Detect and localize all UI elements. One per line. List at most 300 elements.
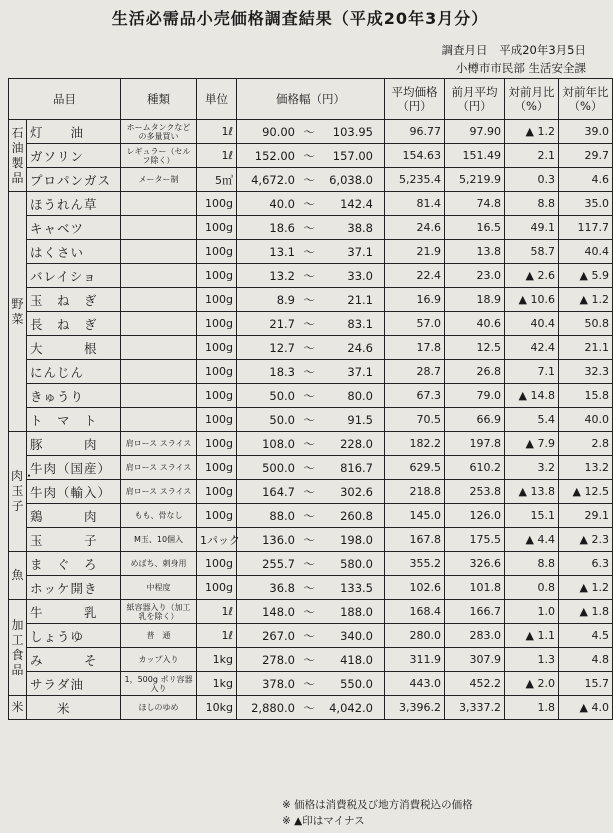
price-range (237, 576, 385, 600)
price-low: 108.0 (262, 436, 295, 451)
table-row (9, 120, 613, 144)
year-over-year: 2.8 (559, 432, 613, 456)
year-over-year: ▲ 2.3 (559, 528, 613, 552)
average-price: 102.6 (385, 576, 445, 600)
table-row (9, 528, 613, 552)
average-price: 70.5 (385, 408, 445, 432)
range-separator: ～ (303, 388, 315, 403)
price-range (237, 528, 385, 552)
item-unit: 1kg (197, 672, 237, 696)
year-over-year: 4.8 (559, 648, 613, 672)
year-over-year: 15.7 (559, 672, 613, 696)
average-price: 5,235.4 (385, 168, 445, 192)
year-over-year: 15.8 (559, 384, 613, 408)
month-over-month: 0.8 (505, 576, 559, 600)
item-name: 大 根 (27, 336, 121, 360)
month-over-month: 1.0 (505, 600, 559, 624)
item-name: プロパンガス (27, 168, 121, 192)
previous-month-average: 26.8 (445, 360, 505, 384)
previous-month-average: 18.9 (445, 288, 505, 312)
range-separator: ～ (303, 652, 315, 667)
table-row (9, 168, 613, 192)
price-high: 103.95 (332, 124, 373, 139)
month-over-month: 8.8 (505, 192, 559, 216)
price-high: 91.5 (347, 412, 373, 427)
item-unit: 10kg (197, 696, 237, 720)
price-range (237, 120, 385, 144)
month-over-month: ▲ 13.8 (505, 480, 559, 504)
previous-month-average: 166.7 (445, 600, 505, 624)
category-cell: 石油製品 (9, 120, 27, 192)
item-type (121, 216, 197, 240)
price-range (237, 480, 385, 504)
price-low: 164.7 (262, 484, 295, 499)
price-range (237, 168, 385, 192)
price-range (237, 336, 385, 360)
month-over-month: ▲ 2.0 (505, 672, 559, 696)
previous-month-average: 151.49 (445, 144, 505, 168)
table-row (9, 456, 613, 480)
year-over-year: 4.5 (559, 624, 613, 648)
category-cell: 肉・玉子 (9, 432, 27, 552)
item-unit: 100g (197, 264, 237, 288)
range-separator: ～ (303, 124, 315, 139)
table-row (9, 144, 613, 168)
average-price: 21.9 (385, 240, 445, 264)
item-name: 牛肉（国産） (27, 456, 121, 480)
month-over-month: 1.3 (505, 648, 559, 672)
previous-month-average: 12.5 (445, 336, 505, 360)
table-row (9, 384, 613, 408)
item-type (121, 240, 197, 264)
item-type (121, 384, 197, 408)
price-high: 21.1 (347, 292, 373, 307)
item-type: M玉、10個入 (121, 528, 197, 552)
month-over-month: 2.1 (505, 144, 559, 168)
year-over-year: 40.4 (559, 240, 613, 264)
item-type: レギュラー（セルフ除く） (121, 144, 197, 168)
price-low: 36.8 (269, 580, 295, 595)
item-unit: 1ℓ (197, 600, 237, 624)
survey-date-label: 調査月日 (441, 43, 488, 57)
price-low: 13.2 (269, 268, 295, 283)
table-row (9, 360, 613, 384)
average-price: 16.9 (385, 288, 445, 312)
year-over-year: 21.1 (559, 336, 613, 360)
average-price: 3,396.2 (385, 696, 445, 720)
price-high: 33.0 (347, 268, 373, 283)
table-row (9, 408, 613, 432)
month-over-month: 5.4 (505, 408, 559, 432)
price-range (237, 624, 385, 648)
price-high: 816.7 (340, 460, 373, 475)
category-cell: 野菜 (9, 192, 27, 432)
year-over-year: 29.1 (559, 504, 613, 528)
average-price: 154.63 (385, 144, 445, 168)
price-range (237, 312, 385, 336)
item-unit: 1ℓ (197, 624, 237, 648)
header-type: 種類 (121, 79, 197, 120)
average-price: 443.0 (385, 672, 445, 696)
survey-date: 平成20年3月5日 (499, 43, 586, 57)
price-high: 83.1 (347, 316, 373, 331)
year-over-year: 117.7 (559, 216, 613, 240)
price-low: 4,672.0 (251, 172, 295, 187)
item-name: しょうゆ (27, 624, 121, 648)
month-over-month: ▲ 1.1 (505, 624, 559, 648)
month-over-month: 58.7 (505, 240, 559, 264)
item-type: ほしのゆめ (121, 696, 197, 720)
average-price: 145.0 (385, 504, 445, 528)
item-type: もも、骨なし (121, 504, 197, 528)
item-name: 玉 子 (27, 528, 121, 552)
month-over-month: 0.3 (505, 168, 559, 192)
price-low: 136.0 (262, 532, 295, 547)
price-high: 37.1 (347, 244, 373, 259)
previous-month-average: 326.6 (445, 552, 505, 576)
price-range (237, 432, 385, 456)
item-type (121, 408, 197, 432)
header-avg: 平均価格（円） (385, 79, 445, 120)
year-over-year: ▲ 12.5 (559, 480, 613, 504)
table-row (9, 336, 613, 360)
range-separator: ～ (303, 460, 315, 475)
price-high: 80.0 (347, 388, 373, 403)
table-row (9, 480, 613, 504)
price-high: 4,042.0 (329, 700, 373, 715)
item-unit: 100g (197, 360, 237, 384)
item-unit: 1ℓ (197, 144, 237, 168)
price-range (237, 216, 385, 240)
item-name: キャベツ (27, 216, 121, 240)
average-price: 57.0 (385, 312, 445, 336)
price-high: 38.8 (347, 220, 373, 235)
table-row (9, 264, 613, 288)
item-type: 肩ロース スライス (121, 456, 197, 480)
month-over-month: ▲ 1.2 (505, 120, 559, 144)
year-over-year: 32.3 (559, 360, 613, 384)
price-high: 198.0 (340, 532, 373, 547)
item-name: ま ぐ ろ (27, 552, 121, 576)
year-over-year: 39.0 (559, 120, 613, 144)
month-over-month: ▲ 2.6 (505, 264, 559, 288)
average-price: 629.5 (385, 456, 445, 480)
previous-month-average: 16.5 (445, 216, 505, 240)
header-mom: 対前月比（%） (505, 79, 559, 120)
price-low: 378.0 (262, 676, 295, 691)
price-range (237, 264, 385, 288)
price-high: 340.0 (340, 628, 373, 643)
previous-month-average: 175.5 (445, 528, 505, 552)
item-unit: 100g (197, 192, 237, 216)
previous-month-average: 66.9 (445, 408, 505, 432)
item-name: 灯 油 (27, 120, 121, 144)
range-separator: ～ (303, 556, 315, 571)
year-over-year: ▲ 1.2 (559, 576, 613, 600)
price-low: 267.0 (262, 628, 295, 643)
previous-month-average: 74.8 (445, 192, 505, 216)
range-separator: ～ (303, 268, 315, 283)
item-name: はくさい (27, 240, 121, 264)
table-row (9, 240, 613, 264)
year-over-year: 50.8 (559, 312, 613, 336)
previous-month-average: 101.8 (445, 576, 505, 600)
table-row (9, 216, 613, 240)
item-unit: 100g (197, 384, 237, 408)
item-type: 肩ロース スライス (121, 432, 197, 456)
item-type: めばち、刺身用 (121, 552, 197, 576)
item-name: バレイショ (27, 264, 121, 288)
item-name: ほうれん草 (27, 192, 121, 216)
table-row (9, 648, 613, 672)
previous-month-average: 79.0 (445, 384, 505, 408)
price-low: 50.0 (269, 388, 295, 403)
item-name: 鶏 肉 (27, 504, 121, 528)
item-unit: 100g (197, 216, 237, 240)
price-range (237, 192, 385, 216)
price-low: 278.0 (262, 652, 295, 667)
previous-month-average: 5,219.9 (445, 168, 505, 192)
table-row (9, 600, 613, 624)
price-high: 157.00 (332, 148, 373, 163)
item-unit: 100g (197, 336, 237, 360)
price-low: 18.6 (269, 220, 295, 235)
month-over-month: ▲ 14.8 (505, 384, 559, 408)
average-price: 81.4 (385, 192, 445, 216)
item-unit: 100g (197, 432, 237, 456)
price-low: 13.1 (269, 244, 295, 259)
table-row (9, 504, 613, 528)
average-price: 182.2 (385, 432, 445, 456)
header-prev: 前月平均（円） (445, 79, 505, 120)
average-price: 167.8 (385, 528, 445, 552)
range-separator: ～ (303, 148, 315, 163)
previous-month-average: 197.8 (445, 432, 505, 456)
average-price: 17.8 (385, 336, 445, 360)
month-over-month: 40.4 (505, 312, 559, 336)
previous-month-average: 23.0 (445, 264, 505, 288)
month-over-month: 49.1 (505, 216, 559, 240)
year-over-year: ▲ 4.0 (559, 696, 613, 720)
year-over-year: ▲ 5.9 (559, 264, 613, 288)
item-type (121, 312, 197, 336)
item-unit: 100g (197, 480, 237, 504)
price-range (237, 288, 385, 312)
month-over-month: 3.2 (505, 456, 559, 480)
category-cell: 米 (9, 696, 27, 720)
item-name: み そ (27, 648, 121, 672)
previous-month-average: 3,337.2 (445, 696, 505, 720)
year-over-year: 6.3 (559, 552, 613, 576)
previous-month-average: 40.6 (445, 312, 505, 336)
category-cell: 加工食品 (9, 600, 27, 696)
price-high: 418.0 (340, 652, 373, 667)
price-high: 133.5 (340, 580, 373, 595)
table-row (9, 432, 613, 456)
item-unit: 100g (197, 312, 237, 336)
range-separator: ～ (303, 484, 315, 499)
item-name: 豚 肉 (27, 432, 121, 456)
price-range (237, 672, 385, 696)
item-unit: 100g (197, 504, 237, 528)
item-name: 長 ね ぎ (27, 312, 121, 336)
item-unit: 100g (197, 408, 237, 432)
header-range: 価格幅（円） (237, 79, 385, 120)
item-name: 牛肉（輸入） (27, 480, 121, 504)
average-price: 96.77 (385, 120, 445, 144)
price-range (237, 600, 385, 624)
price-low: 18.3 (269, 364, 295, 379)
price-high: 37.1 (347, 364, 373, 379)
average-price: 28.7 (385, 360, 445, 384)
price-low: 255.7 (262, 556, 295, 571)
price-range (237, 504, 385, 528)
price-low: 12.7 (269, 340, 295, 355)
item-type: 中程度 (121, 576, 197, 600)
price-high: 580.0 (340, 556, 373, 571)
year-over-year: 40.0 (559, 408, 613, 432)
note-tax: ※ 価格は消費税及び地方消費税込の価格 (282, 799, 473, 811)
previous-month-average: 13.8 (445, 240, 505, 264)
header-yoy: 対前年比（%） (559, 79, 613, 120)
price-high: 6,038.0 (329, 172, 373, 187)
range-separator: ～ (303, 436, 315, 451)
item-name: サラダ油 (27, 672, 121, 696)
previous-month-average: 126.0 (445, 504, 505, 528)
item-name: 玉 ね ぎ (27, 288, 121, 312)
range-separator: ～ (303, 364, 315, 379)
note-minus: ※ ▲印はマイナス (282, 815, 365, 827)
range-separator: ～ (303, 316, 315, 331)
item-type: ホームタンクなどの多量買い (121, 120, 197, 144)
previous-month-average: 452.2 (445, 672, 505, 696)
table-row (9, 552, 613, 576)
year-over-year: 35.0 (559, 192, 613, 216)
average-price: 67.3 (385, 384, 445, 408)
table-row (9, 696, 613, 720)
range-separator: ～ (303, 604, 315, 619)
previous-month-average: 610.2 (445, 456, 505, 480)
price-low: 500.0 (262, 460, 295, 475)
price-low: 152.00 (254, 148, 295, 163)
price-high: 24.6 (347, 340, 373, 355)
range-separator: ～ (303, 292, 315, 307)
price-range (237, 240, 385, 264)
survey-date-line (434, 42, 586, 58)
price-high: 260.8 (340, 508, 373, 523)
table-row (9, 624, 613, 648)
year-over-year: ▲ 1.8 (559, 600, 613, 624)
range-separator: ～ (303, 700, 315, 715)
item-unit: 100g (197, 576, 237, 600)
average-price: 280.0 (385, 624, 445, 648)
table-row (9, 288, 613, 312)
item-type: メーター制 (121, 168, 197, 192)
table-row (9, 576, 613, 600)
item-unit: 100g (197, 288, 237, 312)
month-over-month: 8.8 (505, 552, 559, 576)
item-name: 牛 乳 (27, 600, 121, 624)
department: 小樽市市民部 生活安全課 (455, 61, 586, 75)
month-over-month: ▲ 7.9 (505, 432, 559, 456)
price-high: 302.6 (340, 484, 373, 499)
item-type (121, 192, 197, 216)
range-separator: ～ (303, 580, 315, 595)
item-type (121, 288, 197, 312)
price-range (237, 648, 385, 672)
range-separator: ～ (303, 196, 315, 211)
average-price: 168.4 (385, 600, 445, 624)
item-unit: 100g (197, 240, 237, 264)
item-name: ガソリン (27, 144, 121, 168)
year-over-year: ▲ 1.2 (559, 288, 613, 312)
price-high: 142.4 (340, 196, 373, 211)
range-separator: ～ (303, 172, 315, 187)
month-over-month: 7.1 (505, 360, 559, 384)
price-high: 550.0 (340, 676, 373, 691)
item-type (121, 336, 197, 360)
item-type: 紙容器入り（加工乳を除く） (121, 600, 197, 624)
price-low: 50.0 (269, 412, 295, 427)
average-price: 218.8 (385, 480, 445, 504)
average-price: 22.4 (385, 264, 445, 288)
price-low: 2,880.0 (251, 700, 295, 715)
price-low: 148.0 (262, 604, 295, 619)
year-over-year: 13.2 (559, 456, 613, 480)
range-separator: ～ (303, 676, 315, 691)
price-range (237, 360, 385, 384)
average-price: 311.9 (385, 648, 445, 672)
previous-month-average: 97.90 (445, 120, 505, 144)
month-over-month: 42.4 (505, 336, 559, 360)
item-type (121, 360, 197, 384)
previous-month-average: 283.0 (445, 624, 505, 648)
range-separator: ～ (303, 628, 315, 643)
price-low: 90.00 (262, 124, 295, 139)
price-range (237, 408, 385, 432)
item-unit: 1kg (197, 648, 237, 672)
item-name: にんじん (27, 360, 121, 384)
price-range (237, 696, 385, 720)
item-type: 肩ロース スライス (121, 480, 197, 504)
item-type (121, 264, 197, 288)
item-name: 米 (27, 696, 121, 720)
price-range (237, 384, 385, 408)
header-item: 品目 (9, 79, 121, 120)
price-table (8, 78, 613, 720)
month-over-month: 1.8 (505, 696, 559, 720)
year-over-year: 4.6 (559, 168, 613, 192)
item-name: きゅうり (27, 384, 121, 408)
month-over-month: ▲ 10.6 (505, 288, 559, 312)
previous-month-average: 253.8 (445, 480, 505, 504)
price-low: 40.0 (269, 196, 295, 211)
range-separator: ～ (303, 412, 315, 427)
price-low: 8.9 (276, 292, 295, 307)
item-name: ホッケ開き (27, 576, 121, 600)
item-type: 普 通 (121, 624, 197, 648)
table-row (9, 672, 613, 696)
item-unit: 1パック (197, 528, 237, 552)
header-row (9, 79, 613, 120)
price-low: 21.7 (269, 316, 295, 331)
price-high: 228.0 (340, 436, 373, 451)
month-over-month: 15.1 (505, 504, 559, 528)
range-separator: ～ (303, 340, 315, 355)
table-row (9, 312, 613, 336)
item-type: 1，500g ポリ容器入り (121, 672, 197, 696)
table-body (9, 120, 613, 720)
